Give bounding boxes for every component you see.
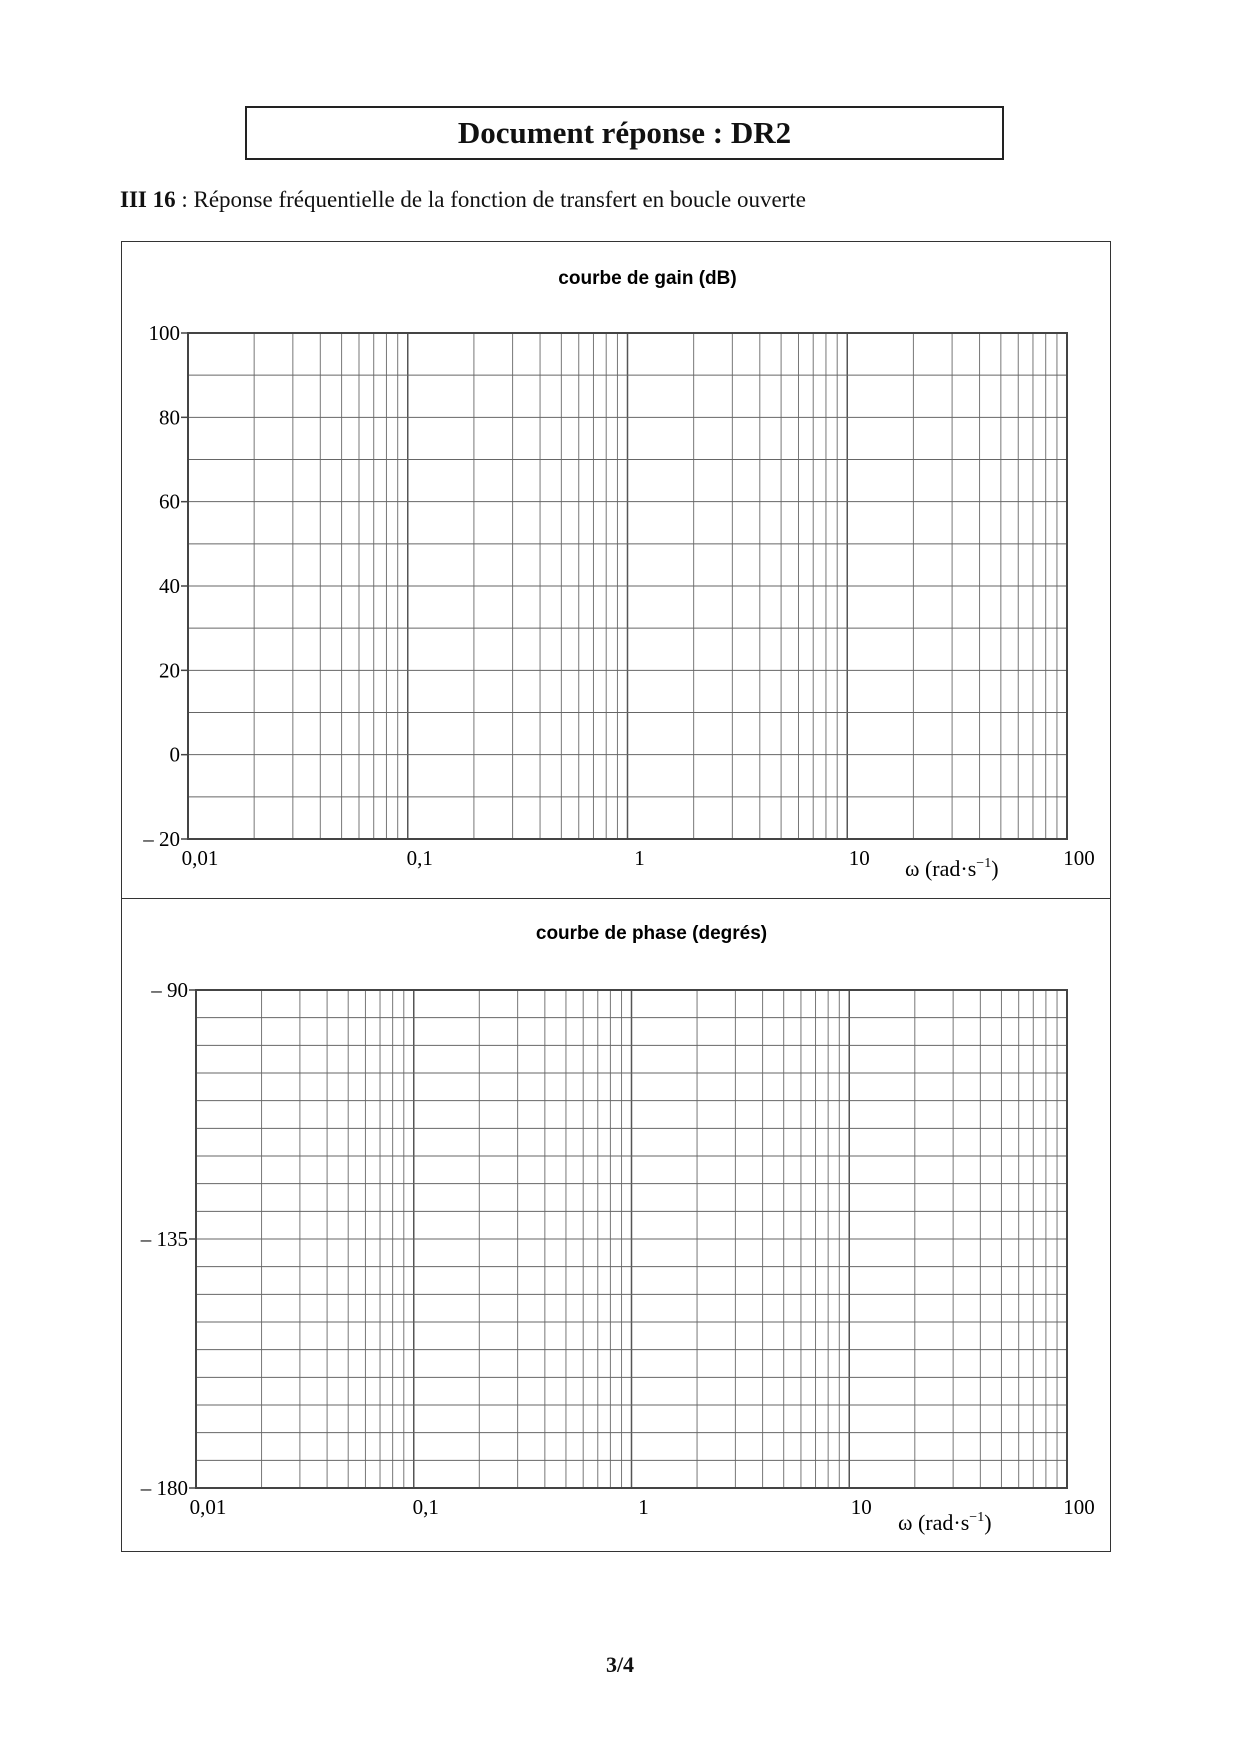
y-tick-label: – 90 [151, 978, 188, 1002]
x-axis-label-close: ) [984, 1510, 992, 1535]
y-tick-label: 100 [148, 321, 180, 345]
x-axis-label [898, 1510, 992, 1535]
x-axis-label-main: ω (rad·s [898, 1510, 970, 1535]
x-axis-label-exponent: −1 [969, 1510, 985, 1525]
x-tick-label: 0,01 [181, 846, 219, 870]
y-tick-label: 0 [169, 742, 180, 767]
x-tick-label: 1 [634, 846, 645, 870]
x-axis-label-close: ) [991, 856, 999, 881]
y-tick-label: – 135 [140, 1227, 188, 1251]
x-axis-label-exponent: −1 [976, 856, 992, 871]
y-tick-label: 40 [159, 574, 180, 598]
x-axis-label-main: ω (rad·s [905, 856, 977, 881]
y-tick-label: 20 [159, 658, 180, 683]
chart-title: courbe de phase (degrés) [535, 923, 768, 944]
x-tick-label: 0,1 [412, 1495, 439, 1519]
x-tick-label: 0,01 [189, 1495, 227, 1519]
chart-title: courbe de gain (dB) [558, 268, 737, 289]
y-tick-label: 80 [159, 405, 180, 430]
x-tick-label: 10 [848, 846, 870, 870]
x-tick-label: 1 [638, 1495, 649, 1519]
page-number: 3/4 [605, 1652, 635, 1677]
x-tick-label: 0,1 [406, 846, 433, 870]
document-title: Document réponse : DR2 [457, 115, 792, 150]
x-tick-label: 100 [1063, 846, 1095, 870]
x-tick-label: 10 [850, 1495, 872, 1519]
question-number: III 16 [120, 187, 176, 212]
question-text: : Réponse fréquentielle de la fonction de transfert en boucle ouverte [175, 187, 806, 212]
y-tick-label: – 20 [143, 827, 180, 851]
x-tick-label: 100 [1063, 1495, 1095, 1519]
y-tick-label: – 180 [140, 1476, 188, 1500]
y-tick-label: 60 [159, 489, 180, 514]
